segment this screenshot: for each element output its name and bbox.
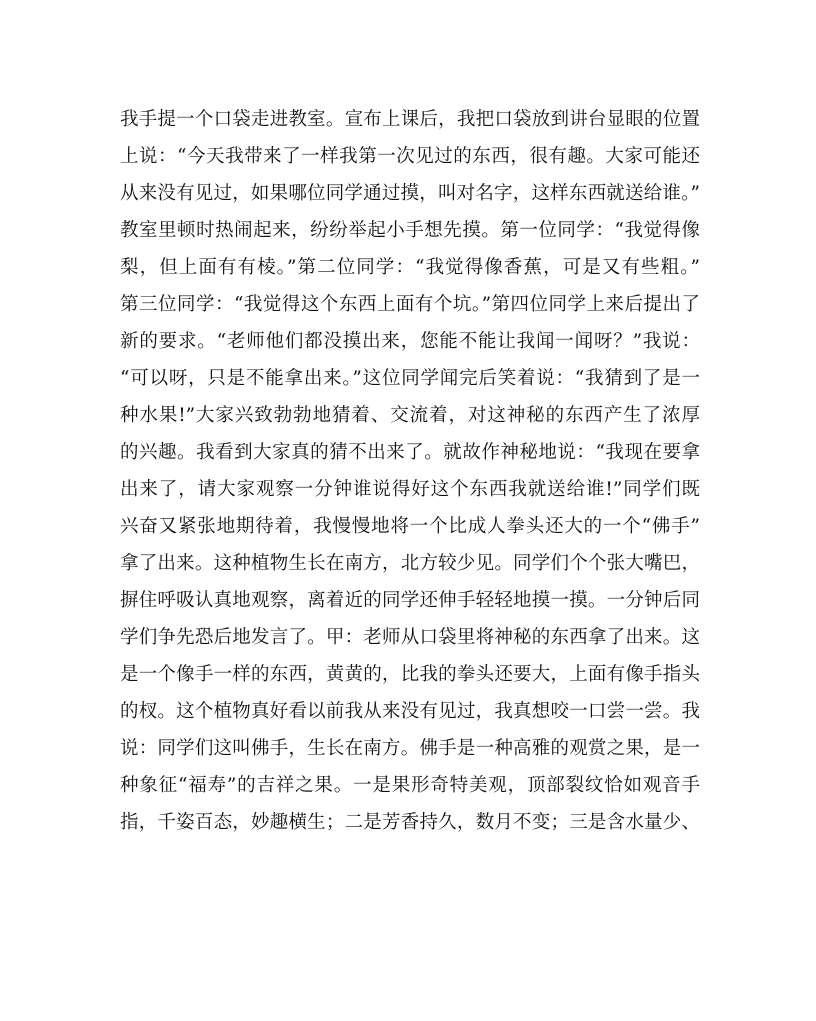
text-line: 出来了，请大家观察一分钟谁说得好这个东西我就送给谁!”同学们既 [120,479,700,500]
text-line: 摒住呼吸认真地观察，离着近的同学还伸手轻轻地摸一摸。一分钟后同 [120,590,700,611]
text-line: “可以呀，只是不能拿出来。”这位同学闻完后笑着说：“我猜到了是一 [120,368,700,389]
text-line: 种象征“福寿”的吉祥之果。一是果形奇特美观，顶部裂纹恰如观音手 [120,775,700,796]
text-line: 的杈。这个植物真好看以前我从来没有见过，我真想咬一口尝一尝。我 [120,701,700,722]
body-text [120,101,700,841]
text-line: 上说：“今天我带来了一样我第一次见过的东西，很有趣。大家可能还 [120,146,700,167]
text-line: 的兴趣。我看到大家真的猜不出来了。就故作神秘地说：“我现在要拿 [120,442,700,463]
text-line: 教室里顿时热闹起来，纷纷举起小手想先摸。第一位同学：“我觉得像 [120,220,700,241]
text-line: 学们争先恐后地发言了。甲：老师从口袋里将神秘的东西拿了出来。这 [120,627,700,648]
text-line: 我手提一个口袋走进教室。宣布上课后，我把口袋放到讲台显眼的位置 [120,109,700,130]
text-line: 兴奋又紧张地期待着，我慢慢地将一个比成人拳头还大的一个“佛手” [120,516,700,537]
text-line: 说：同学们这叫佛手，生长在南方。佛手是一种高雅的观赏之果，是一 [120,738,700,759]
text-line: 指，千姿百态，妙趣横生；二是芳香持久，数月不变；三是含水量少、 [120,812,700,833]
text-line: 种水果!”大家兴致勃勃地猜着、交流着，对这神秘的东西产生了浓厚 [120,405,700,426]
text-line: 第三位同学：“我觉得这个东西上面有个坑。”第四位同学上来后提出了 [120,294,700,315]
text-line: 新的要求。“老师他们都没摸出来，您能不能让我闻一闻呀？”我说： [120,331,700,352]
text-line: 从来没有见过，如果哪位同学通过摸，叫对名字，这样东西就送给谁。” [120,183,700,204]
text-line: 拿了出来。这种植物生长在南方，北方较少见。同学们个个张大嘴巴， [120,553,700,574]
text-line: 是一个像手一样的东西，黄黄的，比我的拳头还要大，上面有像手指头 [120,664,700,685]
text-line: 梨，但上面有有棱。”第二位同学：“我觉得像香蕉，可是又有些粗。” [120,257,700,278]
